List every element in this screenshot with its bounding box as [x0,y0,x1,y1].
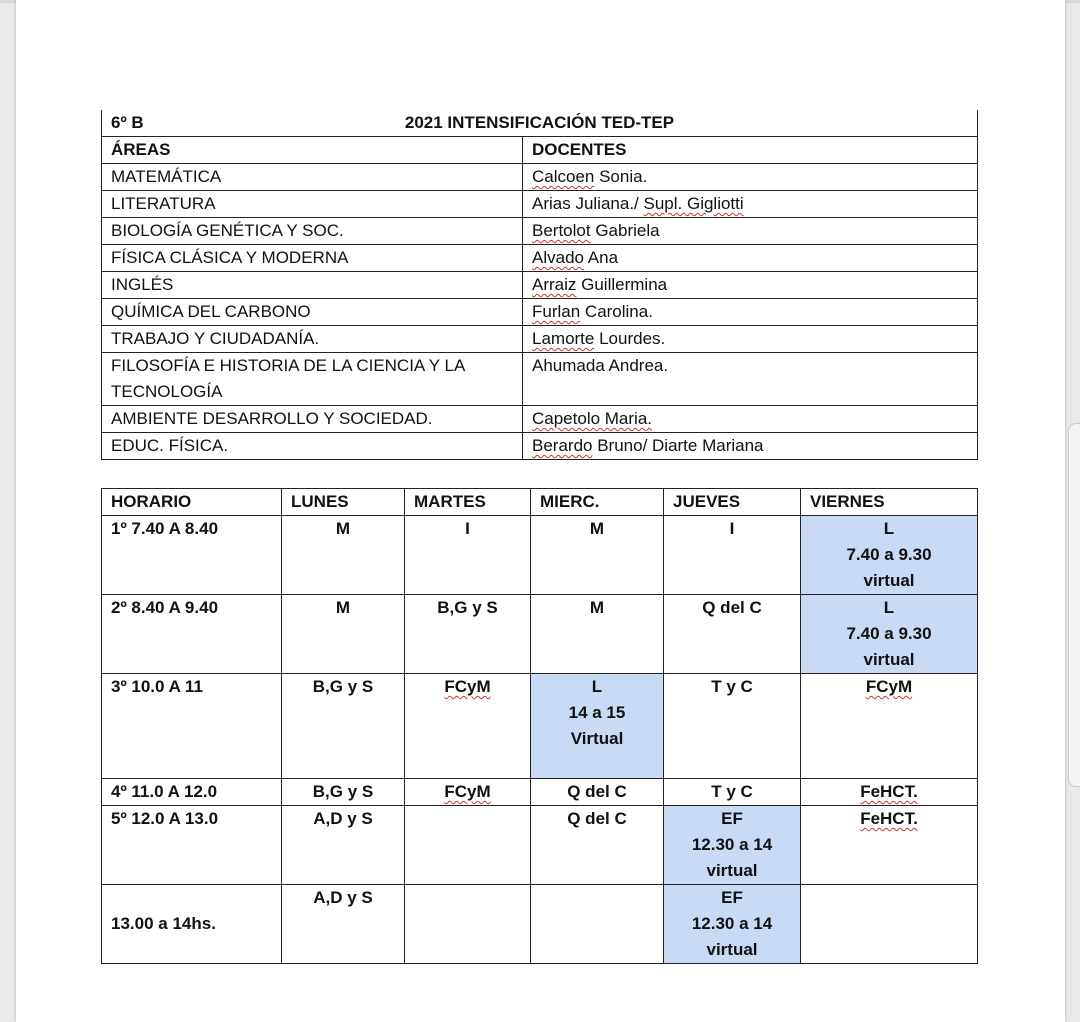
time-slot: 2º 8.40 A 9.40 [102,595,282,674]
col-docentes: DOCENTES [523,137,978,164]
table-row [102,353,978,406]
time-slot: 3º 10.0 A 11 [102,674,282,779]
virtual-class-cell: L 7.40 a 9.30 virtual [801,516,978,595]
teacher-name: Arraiz Guillermina [523,272,978,299]
table-row [102,218,978,245]
class-cell: FCyM [405,779,531,806]
table-row [102,433,978,460]
class-cell: I [664,516,801,595]
area-name: MATEMÁTICA [102,164,523,191]
class-cell: M [282,595,405,674]
teacher-name: Alvado Ana [523,245,978,272]
teacher-name: Furlan Carolina. [523,299,978,326]
header-horario: HORARIO [102,489,282,516]
class-cell: T y C [664,674,801,779]
header-martes: MARTES [405,489,531,516]
schedule-row [102,674,978,779]
time-slot: 1º 7.40 A 8.40 [102,516,282,595]
class-cell: B,G y S [405,595,531,674]
header-miercoles: MIERC. [531,489,664,516]
table-row [102,406,978,433]
table-row [102,164,978,191]
header-jueves: JUEVES [664,489,801,516]
area-name: TRABAJO Y CIUDADANÍA. [102,326,523,353]
virtual-class-cell: EF 12.30 a 14 virtual [664,806,801,885]
teacher-name: Calcoen Sonia. [523,164,978,191]
area-name: LITERATURA [102,191,523,218]
teacher-name: Lamorte Lourdes. [523,326,978,353]
schedule-header-row [102,489,978,516]
area-name: INGLÉS [102,272,523,299]
class-cell: FeHCT. [801,779,978,806]
class-cell [405,806,531,885]
class-cell: FCyM [801,674,978,779]
scroll-handle[interactable] [1068,423,1080,787]
header-viernes: VIERNES [801,489,978,516]
time-slot: 4º 11.0 A 12.0 [102,779,282,806]
schedule-row [102,885,978,964]
areas-table [101,110,978,460]
teacher-name: Ahumada Andrea. [523,353,978,406]
class-cell [531,885,664,964]
class-cell: FCyM [405,674,531,779]
schedule-row [102,516,978,595]
area-name: BIOLOGÍA GENÉTICA Y SOC. [102,218,523,245]
table-row [102,326,978,353]
class-cell: B,G y S [282,779,405,806]
table-row [102,272,978,299]
class-cell: I [405,516,531,595]
area-name: QUÍMICA DEL CARBONO [102,299,523,326]
teacher-name: Bertolot Gabriela [523,218,978,245]
class-cell [801,885,978,964]
schedule-row [102,595,978,674]
virtual-class-cell: EF 12.30 a 14 virtual [664,885,801,964]
area-name: AMBIENTE DESARROLLO Y SOCIEDAD. [102,406,523,433]
class-cell: M [282,516,405,595]
table-row [102,299,978,326]
time-slot: 5º 12.0 A 13.0 [102,806,282,885]
teacher-name: Capetolo Maria. [523,406,978,433]
class-cell: B,G y S [282,674,405,779]
class-cell: M [531,595,664,674]
class-cell: Q del C [664,595,801,674]
schedule-table [101,488,978,964]
class-cell: Q del C [531,806,664,885]
area-name: EDUC. FÍSICA. [102,433,523,460]
teacher-name: Arias Juliana./ Supl. Gigliotti [523,191,978,218]
class-cell: M [531,516,664,595]
teacher-name: Berardo Bruno/ Diarte Mariana [523,433,978,460]
col-areas: ÁREAS [102,137,523,164]
table-row [102,245,978,272]
title-row [102,110,978,137]
class-cell: A,D y S [282,885,405,964]
class-cell: A,D y S [282,806,405,885]
table-row [102,191,978,218]
class-cell: FeHCT. [801,806,978,885]
class-cell: Q del C [531,779,664,806]
schedule-row [102,779,978,806]
area-name: FILOSOFÍA E HISTORIA DE LA CIENCIA Y LA TECNOLOGÍA [102,353,523,406]
area-name: FÍSICA CLÁSICA Y MODERNA [102,245,523,272]
header-lunes: LUNES [282,489,405,516]
virtual-class-cell: L 14 a 15 Virtual [531,674,664,779]
areas-header-row [102,137,978,164]
time-slot: 13.00 a 14hs. [102,885,282,964]
class-cell: T y C [664,779,801,806]
document-title: 2021 INTENSIFICACIÓN TED-TEP [404,113,675,132]
course-label: 6º B [111,113,144,132]
class-cell [405,885,531,964]
virtual-class-cell: L 7.40 a 9.30 virtual [801,595,978,674]
title-cell [102,110,978,137]
schedule-row [102,806,978,885]
